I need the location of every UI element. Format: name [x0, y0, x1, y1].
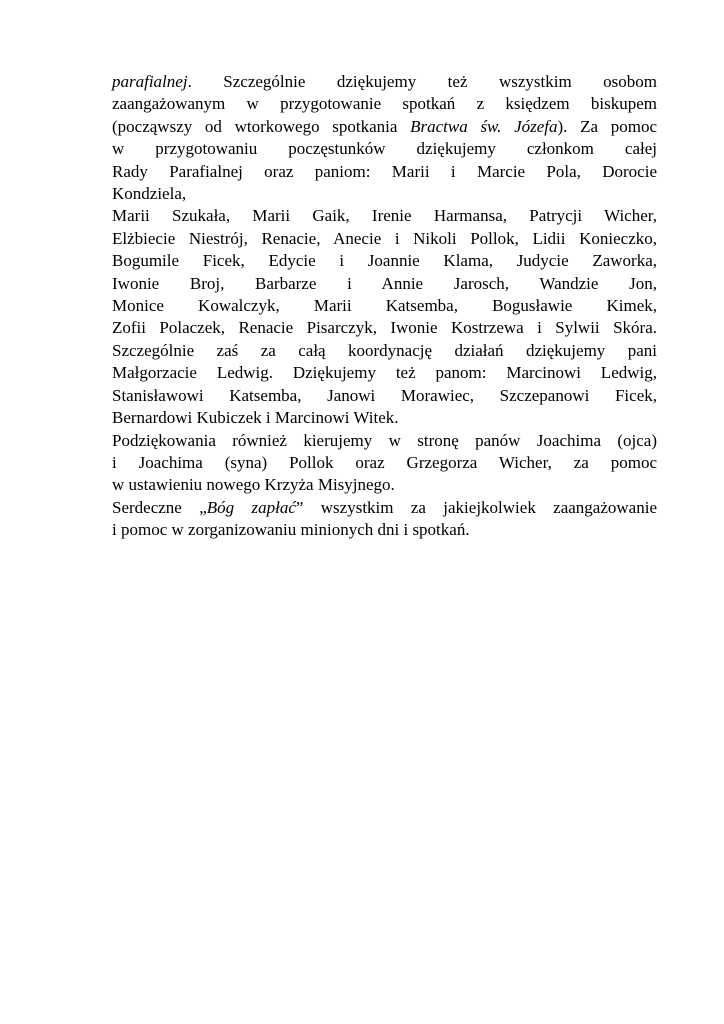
text-line: [112, 138, 657, 160]
text-span: Marii Szukała, Marii Gaik, Irenie Harmansa, Patrycji Wicher,: [112, 206, 657, 226]
text-line: [112, 205, 657, 227]
italic-text: parafialnej: [112, 72, 188, 91]
text-line: [112, 474, 657, 496]
text-span: i Joachima (syna) Pollok oraz Grzegorza Wicher, za pomoc: [112, 452, 657, 472]
text-line: [112, 116, 657, 138]
text-span: w przygotowaniu poczęstunków dziękujemy członkom całej: [112, 139, 657, 159]
text-line: [112, 183, 657, 205]
text-line: [112, 93, 657, 115]
text-span: Kondziela,: [112, 184, 187, 204]
body-text: [112, 71, 657, 542]
text-span: ” wszystkim za jakiejkolwiek zaangażowanie: [295, 497, 657, 517]
text-span: zaangażowanym w przygotowanie spotkań z księdzem biskupem: [112, 94, 657, 114]
text-line: [112, 519, 657, 541]
text-line: [112, 295, 657, 317]
text-span: Elżbiecie Niestrój, Renacie, Anecie i Nikoli Pollok, Lidii Konieczko,: [112, 228, 657, 248]
text-span: Bogumile Ficek, Edycie i Joannie Klama, Judycie Zaworka,: [112, 251, 657, 271]
text-span: Małgorzacie Ledwig. Dziękujemy też panom: Marcinowi Ledwig,: [112, 363, 657, 383]
text-line: [112, 362, 657, 384]
text-line: [112, 273, 657, 295]
text-line: [112, 497, 657, 519]
text-span: Rady Parafialnej oraz paniom: Marii i Marcie Pola, Dorocie: [112, 161, 657, 181]
text-span: Bernardowi Kubiczek i Marcinowi Witek.: [112, 408, 399, 428]
text-line: [112, 161, 657, 183]
italic-text: Bóg zapłać: [206, 497, 296, 517]
text-span: Serdeczne „: [112, 497, 207, 517]
text-span: Monice Kowalczyk, Marii Katsemba, Bogusławie Kimek,: [112, 296, 657, 316]
text-line: [112, 385, 657, 407]
italic-text: Bractwa św. Józefa: [410, 116, 558, 136]
text-span: . Szczególnie dziękujemy też wszystkim osobom: [187, 72, 657, 91]
text-line: [112, 452, 657, 474]
text-span: ). Za pomoc: [557, 116, 658, 136]
text-span: w ustawieniu nowego Krzyża Misyjnego.: [112, 475, 395, 495]
text-line: [112, 71, 657, 93]
text-span: Podziękowania również kierujemy w stronę panów Joachima (ojca): [112, 430, 657, 450]
text-line: [112, 228, 657, 250]
text-line: [112, 430, 657, 452]
text-span: i pomoc w zorganizowaniu minionych dni i spotkań.: [112, 520, 470, 540]
text-line: [112, 340, 657, 362]
text-line: [112, 407, 657, 429]
text-span: Iwonie Broj, Barbarze i Annie Jarosch, Wandzie Jon,: [112, 273, 657, 293]
text-span: Szczególnie zaś za całą koordynację działań dziękujemy pani: [112, 340, 657, 360]
text-span: Zofii Polaczek, Renacie Pisarczyk, Iwonie Kostrzewa i Sylwii Skóra.: [112, 318, 657, 338]
text-span: Stanisławowi Katsemba, Janowi Morawiec, Szczepanowi Ficek,: [112, 385, 657, 405]
text-line: [112, 250, 657, 272]
text-line: [112, 317, 657, 339]
text-span: (począwszy od wtorkowego spotkania: [112, 116, 411, 136]
